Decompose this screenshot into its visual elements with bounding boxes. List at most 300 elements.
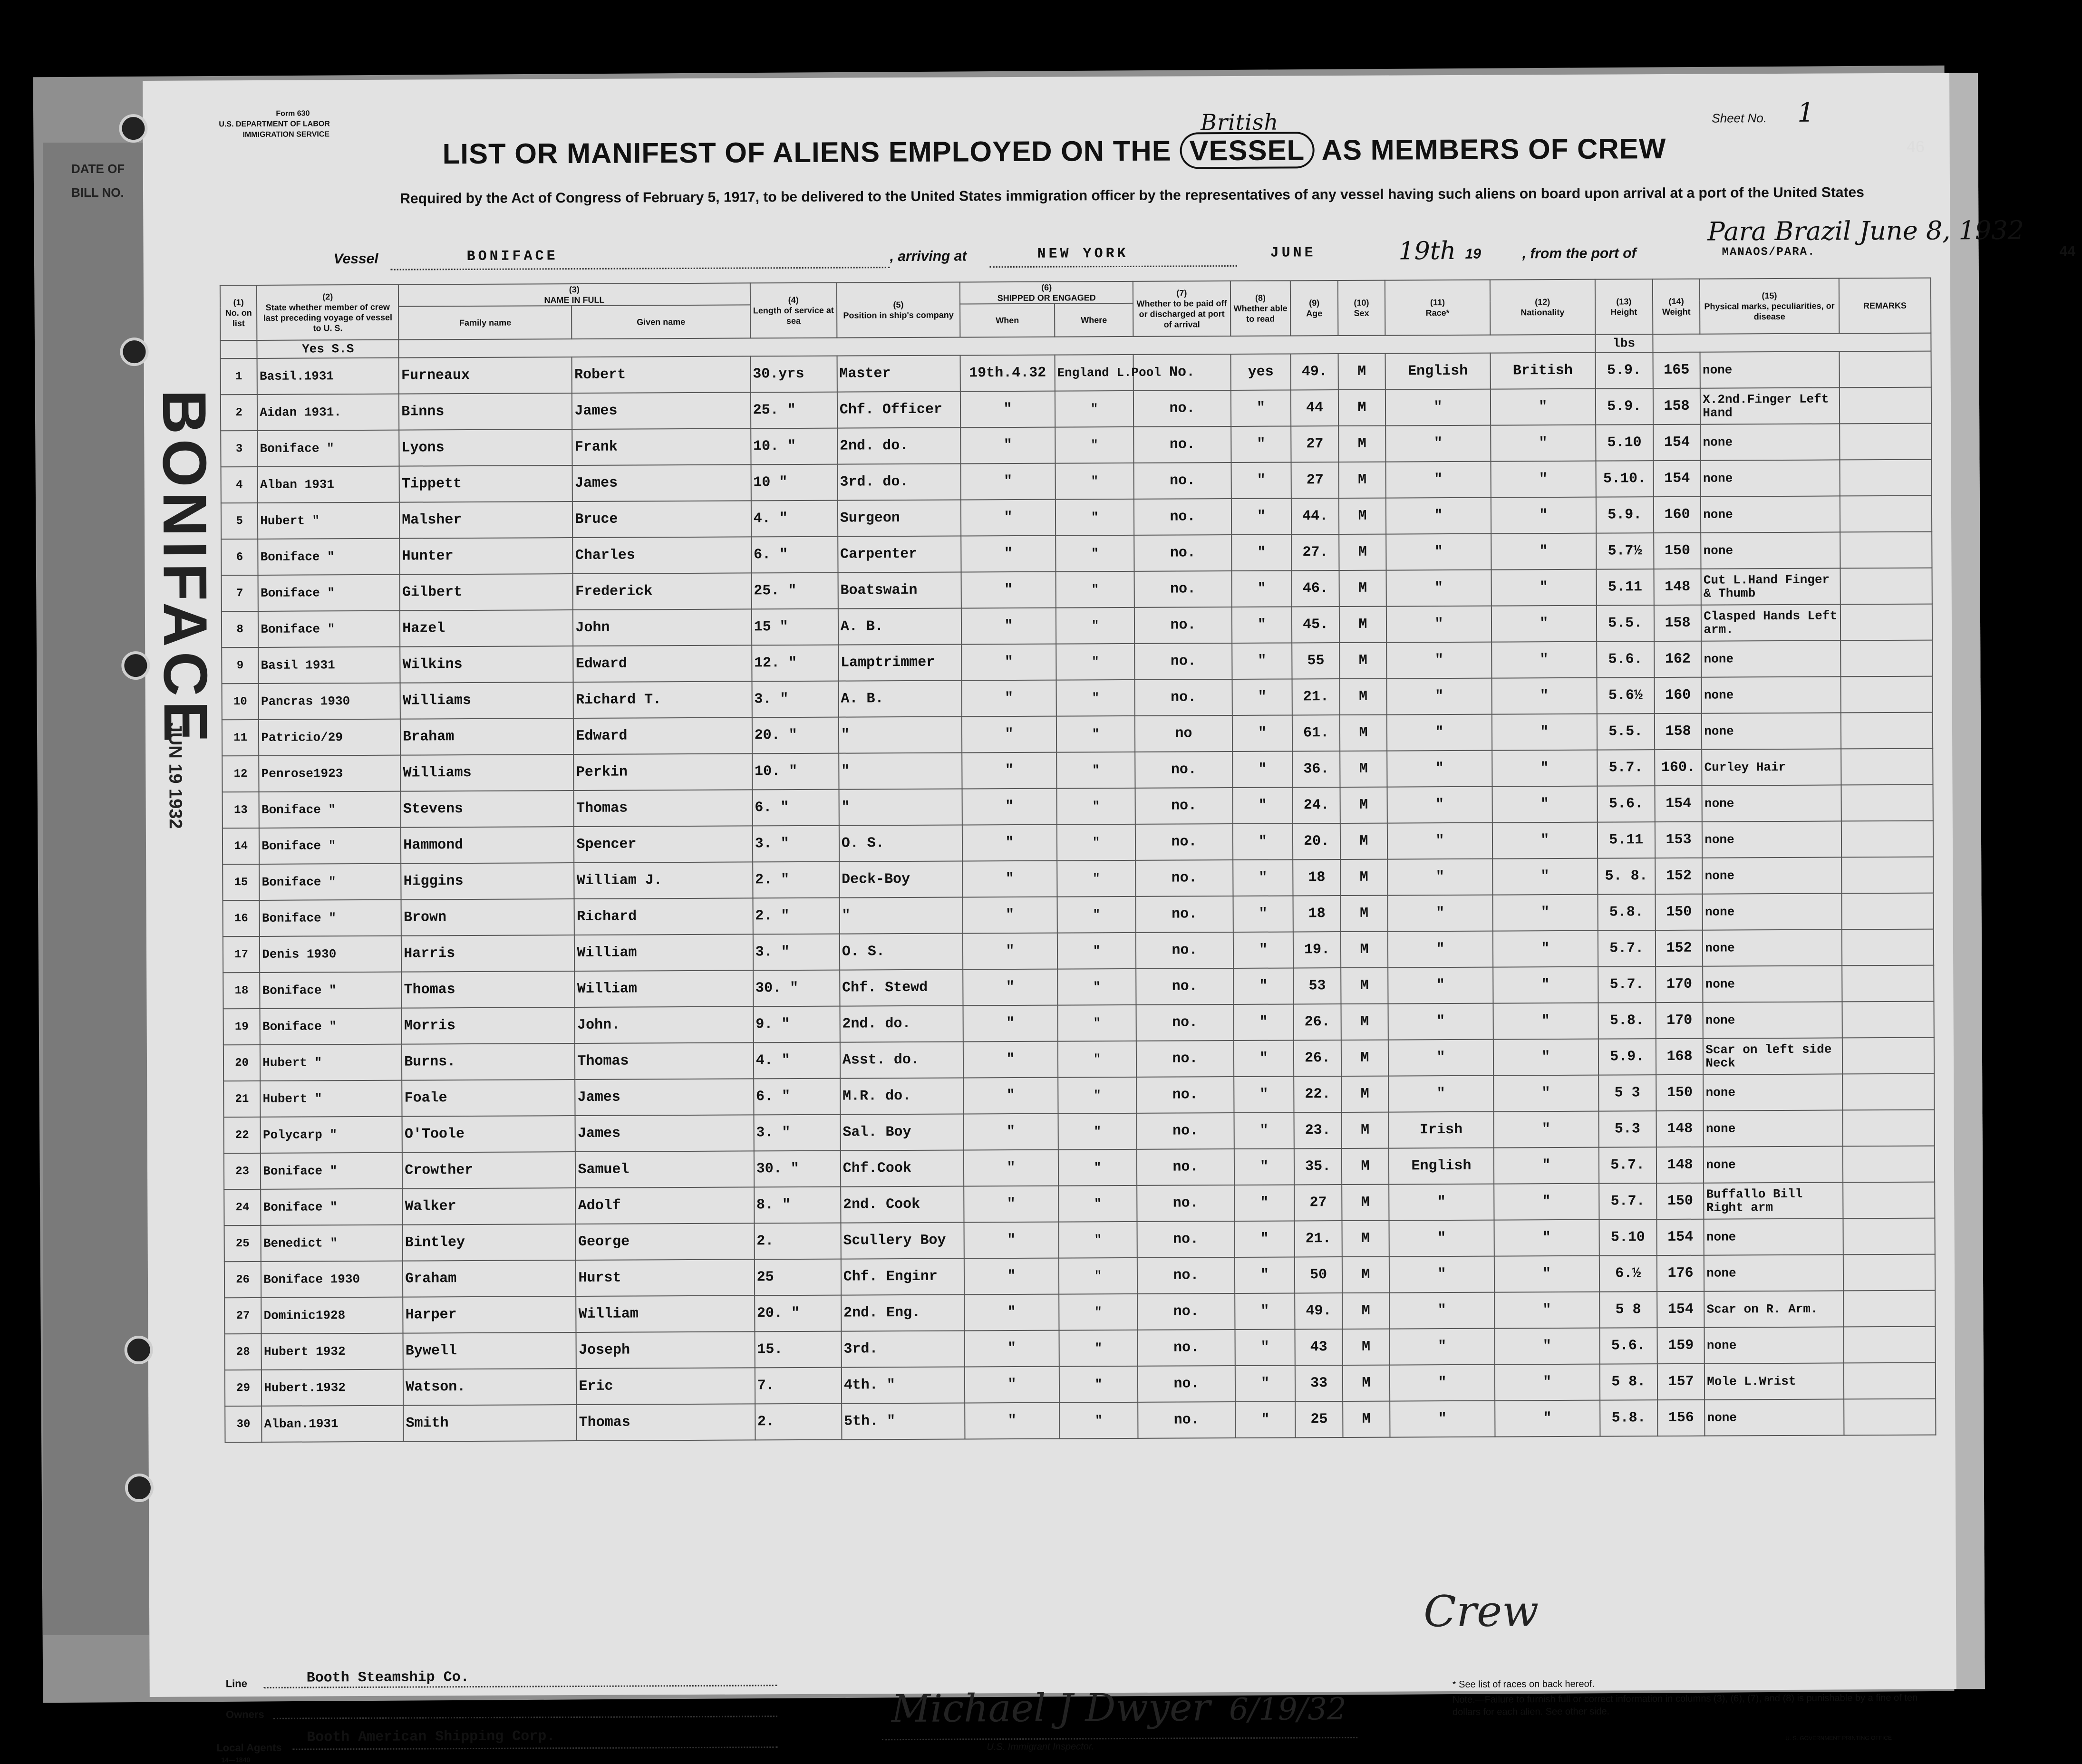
cell-height: 5.6½ (1597, 677, 1655, 714)
col-label: Physical marks, peculiarities, or disease (1704, 301, 1835, 322)
col-label: Nationality (1520, 307, 1565, 318)
cell-no: 2 (221, 395, 258, 431)
cell-remarks (1840, 460, 1932, 496)
cell-where: " (1055, 463, 1134, 500)
cell-remarks (1844, 1399, 1936, 1436)
cell-height: 5.9. (1596, 497, 1654, 533)
cell-paid: no. (1137, 1221, 1235, 1258)
cell-nationality: " (1495, 1400, 1600, 1437)
cell-sex: M (1338, 390, 1386, 426)
cell-race: English (1385, 353, 1491, 390)
col-header-position (837, 282, 960, 338)
cell-height: 5.8. (1600, 1400, 1658, 1436)
cell-service: 10. " (752, 753, 839, 790)
cell-marks: Curley Hair (1702, 749, 1841, 785)
cell-when: " (962, 861, 1057, 897)
cell-marks: Mole L.Wrist (1704, 1363, 1844, 1399)
cell-sex: M (1339, 534, 1386, 570)
cell-service: 3. " (753, 826, 839, 862)
col-header-name (398, 283, 750, 306)
cell-marks: none (1704, 1110, 1843, 1147)
cell-read: " (1231, 498, 1291, 535)
cell-remarks (1843, 1218, 1935, 1255)
cell-race: " (1389, 1184, 1494, 1221)
cell-race: " (1386, 498, 1491, 534)
cell-read: " (1235, 1365, 1295, 1402)
cell-remarks (1840, 532, 1932, 569)
cell-race: " (1388, 967, 1493, 1004)
cell-marks: none (1702, 857, 1841, 894)
cell-given: George (576, 1223, 755, 1260)
col-label: Race* (1425, 308, 1450, 318)
cell-paid: no. (1138, 1293, 1235, 1330)
cell-given: James (575, 1115, 754, 1152)
arrival-day: 19th (1398, 236, 1456, 266)
crew-manifest-table (220, 278, 1937, 1443)
cell-remarks (1842, 929, 1934, 966)
cell-given: James (575, 1079, 754, 1116)
col-header-sex (1338, 280, 1385, 336)
page-edge (1949, 73, 1985, 1689)
cell-position: 4th. " (842, 1367, 965, 1403)
cell-read: " (1231, 462, 1291, 499)
owners-dotted (273, 1716, 777, 1719)
cell-family: Harris (401, 935, 575, 972)
cell-sex: M (1339, 498, 1386, 534)
cell-paid: no. (1134, 463, 1231, 499)
cell-position: 3rd. (841, 1330, 965, 1367)
cell-no: 24 (224, 1189, 261, 1225)
cell-position: 3rd. do. (837, 463, 961, 500)
cell-read: " (1235, 1293, 1295, 1330)
cell-nationality: " (1492, 786, 1597, 823)
col-header-age (1290, 280, 1338, 336)
cell-paid: no. (1136, 968, 1234, 1005)
cell-sex: M (1339, 679, 1387, 715)
cell-where: " (1059, 1258, 1138, 1294)
cell-age: 61. (1292, 715, 1340, 751)
cell-family: Harper (403, 1296, 576, 1333)
cell-no: 14 (223, 828, 260, 864)
col-index: (15) (1762, 291, 1777, 301)
cell-nationality: " (1491, 389, 1596, 425)
cell-age: 50 (1295, 1257, 1342, 1293)
cell-height: 5. 8. (1598, 858, 1656, 895)
cell-when: " (964, 1222, 1059, 1259)
col-header-shipped (960, 281, 1133, 304)
cell-position: Lamptrimmer (838, 644, 962, 681)
cell-nationality: " (1491, 642, 1597, 678)
cell-marks: none (1703, 1002, 1842, 1038)
cell-race: " (1386, 462, 1491, 498)
binder-hole (121, 651, 150, 680)
cell-height: 5.6. (1597, 641, 1655, 678)
cell-prev: Denis 1930 (260, 936, 401, 973)
cell-given: John (573, 609, 752, 646)
cell-no: 12 (222, 756, 259, 792)
penalty-note: Note.—Failure to furnish full or correct information in columns (3), (6), (7), and (8) is punishable by a fine of ten dollars for each alien. See other side. (1452, 1692, 1918, 1718)
cell-family: Hammond (401, 827, 574, 864)
cell-nationality: " (1494, 1184, 1599, 1220)
cell-weight: 159 (1657, 1328, 1704, 1364)
vessel-oval (1180, 109, 1314, 169)
cell-age: 21. (1295, 1221, 1342, 1257)
cell-sex: M (1343, 1401, 1390, 1437)
col-label: Sex (1354, 308, 1369, 318)
race-note: * See list of races on back hereof. (1452, 1678, 1595, 1690)
cell-position: " (839, 716, 962, 753)
cell-sex: M (1342, 1185, 1389, 1221)
cell-given: Richard T. (573, 681, 752, 718)
cell-sex: M (1343, 1365, 1390, 1401)
cell-service: 9. " (753, 1006, 840, 1043)
cell-height: 5.8. (1598, 894, 1656, 931)
cell-position: Boatswain (838, 572, 961, 608)
cell-paid: no. (1134, 426, 1231, 463)
cell-when: " (961, 536, 1056, 572)
cell-marks: none (1703, 965, 1842, 1002)
cell-weight: 168 (1656, 1039, 1704, 1075)
cell-when: " (962, 752, 1056, 789)
cell-remarks (1841, 857, 1934, 894)
cell-position: 2nd. Eng. (841, 1294, 965, 1331)
cell-prev: Boniface " (259, 828, 401, 864)
cell-no: 19 (223, 1009, 261, 1045)
cell-remarks (1841, 749, 1933, 785)
col-header-previous-voyage (257, 285, 398, 340)
cell-nationality: " (1492, 895, 1598, 931)
agents-label: Local Agents (216, 1741, 282, 1754)
signature-date: 6/19/32 (1229, 1691, 1346, 1728)
cell-height: 5.7. (1597, 750, 1655, 786)
cell-read: " (1230, 390, 1291, 426)
vertical-date-stamp: JUN 19 1932 (165, 722, 185, 829)
cell-marks: none (1702, 785, 1841, 821)
cell-service: 10 " (751, 464, 837, 501)
cell-given: James (572, 392, 751, 429)
cell-race: " (1385, 425, 1491, 462)
cell-where: " (1055, 391, 1134, 427)
cell-nationality: " (1492, 750, 1597, 787)
department-label: U.S. DEPARTMENT OF LABOR (219, 120, 330, 129)
cell-remarks (1842, 1038, 1935, 1074)
cell-remarks (1841, 893, 1934, 930)
col-label: Age (1306, 308, 1323, 318)
cell-paid: No. (1133, 354, 1231, 391)
cell-nationality: British (1490, 353, 1595, 389)
cell-paid: no. (1134, 607, 1232, 644)
cell-family: Binns (399, 393, 572, 430)
col-header-race (1385, 280, 1490, 336)
cell-race: " (1388, 1040, 1493, 1076)
cell-given: James (572, 464, 751, 501)
cell-given: Edward (573, 645, 752, 682)
cell-nationality: " (1493, 967, 1598, 1003)
from-port-label: , from the port of (1522, 245, 1637, 262)
cell-when: " (963, 933, 1057, 970)
cell-nationality: " (1494, 1147, 1599, 1184)
manifest-sheet (143, 73, 2076, 1764)
cell-when: 19th.4.32 (960, 355, 1055, 392)
cell-given: Edward (573, 717, 752, 754)
cell-race: English (1389, 1148, 1494, 1185)
cell-family: Foale (402, 1080, 575, 1117)
cell-marks: none (1701, 460, 1840, 496)
cell-when: " (961, 608, 1056, 645)
cell-no: 25 (224, 1225, 261, 1262)
cell-marks: Buffallo Bill Right arm (1704, 1182, 1843, 1219)
cell-where: " (1057, 824, 1136, 861)
col-label: Weight (1662, 307, 1691, 317)
cell-where: " (1057, 1005, 1136, 1041)
cell-marks: none (1701, 640, 1840, 677)
cell-sex: M (1341, 1076, 1389, 1112)
cell-when: " (962, 716, 1056, 753)
cell-sex: M (1338, 462, 1386, 498)
cell-weight: 176 (1657, 1255, 1704, 1292)
cell-paid: no. (1137, 1185, 1235, 1222)
cell-nationality: " (1491, 425, 1596, 462)
cell-when: " (961, 463, 1056, 500)
cell-service: 30.yrs (750, 356, 837, 393)
cell-height: 5.6. (1597, 786, 1655, 822)
cell-where: " (1056, 752, 1135, 789)
cell-position: 2nd. do. (837, 428, 961, 464)
crew-row (225, 1399, 1936, 1443)
cell-paid: no. (1138, 1402, 1236, 1438)
cell-paid: no. (1136, 896, 1233, 933)
cell-family: Smith (403, 1405, 577, 1442)
cell-paid: no. (1133, 390, 1231, 427)
cell-prev: Boniface " (258, 539, 399, 575)
cell-marks: none (1703, 929, 1842, 966)
line-label: Line (225, 1677, 248, 1690)
cell-service: 6. " (751, 537, 838, 573)
cell-prev: Dominic1928 (261, 1297, 403, 1334)
cell-prev: Polycarp " (261, 1117, 402, 1153)
cell-sex: M (1341, 968, 1388, 1004)
service-label: IMMIGRATION SERVICE (242, 130, 330, 139)
cell-family: Braham (400, 718, 574, 755)
cell-no: 6 (221, 539, 258, 575)
cell-no: 10 (222, 684, 259, 720)
cell-sex: M (1342, 1257, 1390, 1293)
cell-marks: none (1700, 424, 1840, 460)
cell-race: " (1388, 1076, 1493, 1112)
cell-prev: Hubert.1932 (261, 1369, 403, 1406)
page-number: 46 (1907, 138, 1925, 156)
cell-prev: Boniface " (257, 430, 399, 467)
cell-remarks (1840, 604, 1933, 641)
cell-no: 16 (223, 900, 260, 936)
cell-prev: Boniface " (259, 791, 401, 828)
cell-no: 22 (224, 1117, 261, 1153)
cell-given: John. (575, 1006, 754, 1043)
cell-prev: Boniface " (261, 1189, 402, 1225)
cell-family: Higgins (401, 863, 574, 900)
cell-prev: Boniface " (260, 900, 401, 936)
cell-marks: none (1704, 1399, 1844, 1436)
cell-remarks (1841, 785, 1933, 821)
cell-paid: no (1135, 715, 1232, 752)
cell-marks: none (1702, 713, 1841, 749)
cell-prev: Boniface " (258, 575, 400, 611)
cell-height: 5.7. (1599, 1183, 1657, 1220)
cell-weight: 148 (1656, 1111, 1704, 1147)
cell-nationality: " (1492, 822, 1598, 859)
col-index: (7) (1176, 288, 1187, 298)
cell-given: Frederick (573, 573, 752, 610)
pre-row-cell (1653, 333, 1931, 353)
cell-no: 29 (225, 1370, 262, 1406)
cell-paid: no. (1134, 499, 1231, 535)
cell-prev: Boniface " (260, 1008, 402, 1045)
owners-label: Owners (225, 1708, 264, 1721)
cell-position: Carpenter (838, 536, 961, 572)
cell-when: " (963, 1078, 1058, 1114)
cell-position: Deck-Boy (839, 861, 963, 897)
cell-service: 6. " (754, 1079, 840, 1115)
cell-weight: 160. (1655, 750, 1702, 786)
cell-where: " (1056, 607, 1135, 644)
cell-service: 30. " (754, 1151, 841, 1187)
vertical-vessel-stamp: BONIFACE (149, 389, 221, 747)
cell-service: 25. " (751, 573, 838, 609)
form-number: Form 630 (276, 109, 310, 118)
cell-remarks (1840, 496, 1932, 532)
printer-note: U. S. GOVERNMENT PRINTING OFFICE (1785, 1734, 1892, 1742)
cell-where: " (1058, 1041, 1137, 1078)
cell-no: 26 (224, 1262, 261, 1298)
cell-age: 36. (1293, 751, 1340, 787)
cell-weight: 157 (1657, 1364, 1705, 1400)
binder-hole (119, 114, 147, 143)
cell-height: 5.6. (1599, 1328, 1657, 1364)
col-index: (12) (1535, 297, 1550, 307)
cell-position: Sal. Boy (840, 1114, 964, 1150)
agents-dotted (292, 1746, 777, 1750)
cell-prev: Boniface 1930 (261, 1261, 403, 1298)
cell-given: Adolf (576, 1187, 755, 1224)
cell-weight: 150 (1656, 1183, 1704, 1219)
col-header-paid-off (1133, 281, 1230, 337)
cell-weight: 154 (1656, 1219, 1704, 1255)
cell-read: " (1232, 787, 1293, 824)
cell-marks: none (1702, 821, 1841, 858)
cell-weight: 170 (1656, 1002, 1703, 1039)
cell-when: " (964, 1294, 1059, 1331)
cell-position: 2nd. do. (840, 1005, 963, 1042)
cell-when: " (965, 1367, 1059, 1403)
crew-handwritten-note: Crew (1423, 1586, 1539, 1637)
cell-race: " (1389, 1220, 1494, 1257)
cell-height: 5.8. (1598, 1002, 1656, 1039)
cell-read: " (1234, 1257, 1295, 1293)
cell-position: 5th. " (842, 1403, 965, 1439)
cell-no: 11 (222, 720, 259, 756)
cell-race: " (1388, 931, 1493, 968)
cell-family: O'Toole (402, 1116, 576, 1153)
cell-given: Charles (573, 537, 752, 574)
cell-service: 10. " (751, 428, 837, 465)
cell-nationality: " (1493, 1075, 1598, 1112)
cell-read: " (1234, 1148, 1294, 1185)
cell-remarks (1840, 424, 1932, 460)
cell-where: " (1058, 1077, 1137, 1114)
cell-marks: none (1704, 1146, 1843, 1183)
cell-age: 20. (1293, 823, 1340, 859)
cell-position: Master (837, 356, 960, 392)
cell-prev: Boniface " (261, 1153, 402, 1189)
cell-where: " (1055, 427, 1134, 463)
voyage-line (324, 215, 2076, 267)
inspector-label: U.S. Immigrant Inspector. (987, 1741, 1094, 1753)
cell-paid: no. (1138, 1330, 1235, 1366)
vessel-label: Vessel (333, 251, 378, 267)
cell-race: " (1386, 534, 1491, 570)
cell-weight: 154 (1657, 1292, 1704, 1328)
cell-race: " (1385, 389, 1491, 426)
cell-age: 44. (1291, 498, 1339, 534)
cell-race: " (1387, 751, 1492, 787)
cell-race: " (1387, 714, 1492, 751)
cell-given: William (574, 934, 753, 971)
cell-position: Scullery Boy (841, 1222, 964, 1259)
col-header-service (750, 283, 837, 338)
cell-read: " (1232, 751, 1293, 788)
cell-race: " (1387, 859, 1492, 896)
binder-hole (125, 1336, 153, 1364)
cell-given: Hurst (576, 1259, 755, 1296)
col-index: (10) (1354, 298, 1369, 308)
cell-read: " (1231, 570, 1292, 607)
cell-where: " (1058, 1186, 1137, 1222)
title-part-2: AS MEMBERS OF CREW (1321, 133, 1666, 166)
col-label: Height (1610, 307, 1637, 317)
cell-race: Irish (1389, 1112, 1494, 1148)
cell-weight: 154 (1655, 786, 1702, 822)
col-label: Position in ship's company (843, 310, 954, 320)
cell-no: 15 (223, 864, 260, 900)
cell-prev: Alban.1931 (261, 1406, 403, 1442)
cell-given: Eric (576, 1368, 755, 1405)
cell-no: 23 (224, 1153, 261, 1189)
binder-hole (125, 1474, 154, 1502)
cell-age: 35. (1294, 1148, 1342, 1185)
col-header-weight (1653, 279, 1700, 334)
cell-paid: no. (1137, 1257, 1235, 1294)
col-header-read (1230, 280, 1290, 336)
cell-family: Williams (400, 754, 574, 791)
cell-weight: 150 (1656, 1075, 1704, 1111)
cell-prev: Hubert 1932 (261, 1333, 403, 1370)
pre-row-cell (220, 340, 257, 358)
col-header-height (1595, 279, 1653, 335)
cell-given: Samuel (575, 1151, 754, 1188)
manifest-title (442, 109, 1666, 172)
cell-remarks (1842, 965, 1934, 1002)
cell-marks: X.2nd.Finger Left Hand (1700, 387, 1840, 424)
cell-position: Surgeon (838, 500, 961, 536)
cell-given: Joseph (576, 1331, 755, 1369)
cell-position: A. B. (838, 680, 962, 717)
cell-height: 5.11 (1596, 569, 1654, 606)
cell-race: " (1388, 895, 1493, 932)
cell-read: " (1231, 534, 1292, 571)
cell-service: 3. " (753, 934, 840, 971)
cell-paid: no. (1136, 860, 1233, 896)
cell-given: Perkin (574, 753, 753, 790)
